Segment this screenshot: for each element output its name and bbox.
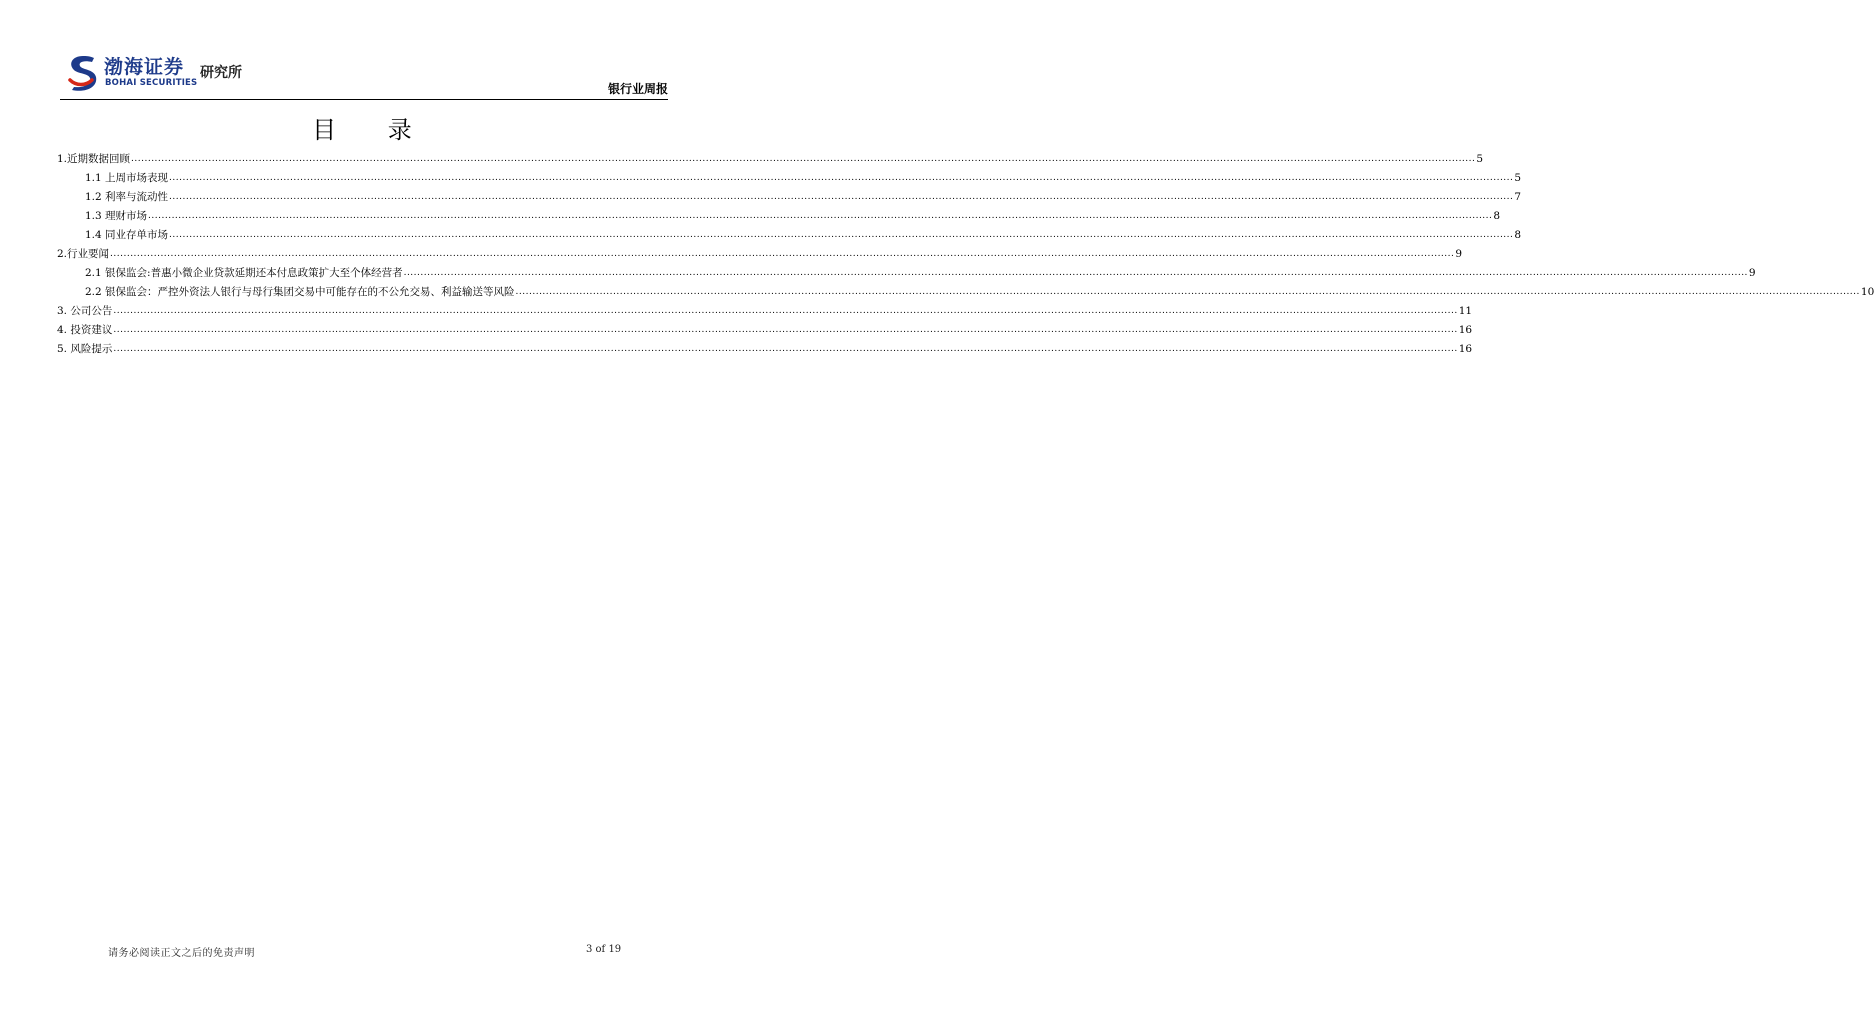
page-number: 3 of 19 — [586, 944, 622, 955]
toc-leader-dots: ................................................................................................................................................................................................................................................................................................................................................................................................................ — [403, 268, 1748, 278]
toc-entry[interactable] — [57, 147, 1484, 166]
toc-entry-page: 5 — [1514, 172, 1522, 184]
toc-entry-text: 1.2 利率与流动性 — [85, 191, 169, 203]
toc-leader-dots: ................................................................................................................................................................................................................................................................................................................................................................................................................ — [113, 344, 1458, 354]
toc-entry-text: 5. 风险提示 — [57, 343, 113, 355]
toc-entry[interactable] — [57, 261, 1756, 280]
toc-entry-page: 16 — [1458, 324, 1473, 336]
toc-leader-dots: ................................................................................................................................................................................................................................................................................................................................................................................................................ — [169, 230, 1514, 240]
toc-entry[interactable] — [57, 280, 1874, 299]
toc-leader-dots: ................................................................................................................................................................................................................................................................................................................................................................................................................ — [131, 154, 1476, 164]
toc-entry-text: 2.2 银保监会：严控外资法人银行与母行集团交易中可能存在的不公允交易、利益输送等风险 — [85, 286, 515, 298]
disclaimer-note: 请务必阅读正文之后的免责声明 — [108, 948, 255, 959]
toc-entry-page: 7 — [1514, 191, 1522, 203]
table-of-contents — [57, 147, 1874, 356]
toc-title: 目 录 — [312, 116, 434, 144]
page-header — [60, 52, 668, 100]
toc-entry-text: 2.行业要闻 — [57, 248, 110, 260]
toc-entry[interactable] — [57, 223, 1522, 242]
toc-entry[interactable] — [57, 299, 1473, 318]
toc-leader-dots: ................................................................................................................................................................................................................................................................................................................................................................................................................ — [113, 306, 1458, 316]
bohai-logo-icon — [66, 54, 100, 92]
toc-entry-page: 9 — [1748, 267, 1756, 279]
toc-entry-page: 9 — [1455, 248, 1463, 260]
toc-entry-text: 4. 投资建议 — [57, 324, 113, 336]
toc-entry-text: 1.4 同业存单市场 — [85, 229, 169, 241]
toc-entry[interactable] — [57, 318, 1473, 337]
toc-entry-page: 11 — [1458, 305, 1473, 317]
report-type-label: 银行业周报 — [607, 82, 668, 96]
toc-leader-dots: ................................................................................................................................................................................................................................................................................................................................................................................................................ — [148, 211, 1493, 221]
toc-entry-text: 3. 公司公告 — [57, 305, 113, 317]
toc-entry-page: 8 — [1514, 229, 1522, 241]
logo-english-name: BOHAI SECURITIES — [105, 78, 198, 88]
toc-entry[interactable] — [57, 166, 1522, 185]
toc-entry-page: 5 — [1476, 153, 1484, 165]
toc-entry[interactable] — [57, 185, 1522, 204]
logo-chinese-name: 渤海证券 — [104, 56, 185, 78]
toc-leader-dots: ................................................................................................................................................................................................................................................................................................................................................................................................................ — [515, 287, 1860, 297]
toc-entry[interactable] — [57, 337, 1473, 356]
header-divider — [60, 99, 668, 100]
toc-entry[interactable] — [57, 242, 1463, 261]
toc-entry-page: 8 — [1493, 210, 1501, 222]
institute-label: 研究所 — [200, 65, 242, 81]
toc-entry-page: 16 — [1458, 343, 1473, 355]
toc-entry-text: 1.1 上周市场表现 — [85, 172, 169, 184]
toc-entry-text: 1.3 理财市场 — [85, 210, 148, 222]
toc-leader-dots: ................................................................................................................................................................................................................................................................................................................................................................................................................ — [110, 249, 1455, 259]
toc-entry-text: 1.近期数据回顾 — [57, 153, 131, 165]
toc-leader-dots: ................................................................................................................................................................................................................................................................................................................................................................................................................ — [113, 325, 1458, 335]
toc-entry[interactable] — [57, 204, 1501, 223]
toc-entry-page: 10 — [1860, 286, 1874, 298]
toc-leader-dots: ................................................................................................................................................................................................................................................................................................................................................................................................................ — [169, 192, 1514, 202]
toc-leader-dots: ................................................................................................................................................................................................................................................................................................................................................................................................................ — [169, 173, 1514, 183]
toc-entry-text: 2.1 银保监会:普惠小微企业贷款延期还本付息政策扩大至个体经营者 — [85, 267, 403, 279]
